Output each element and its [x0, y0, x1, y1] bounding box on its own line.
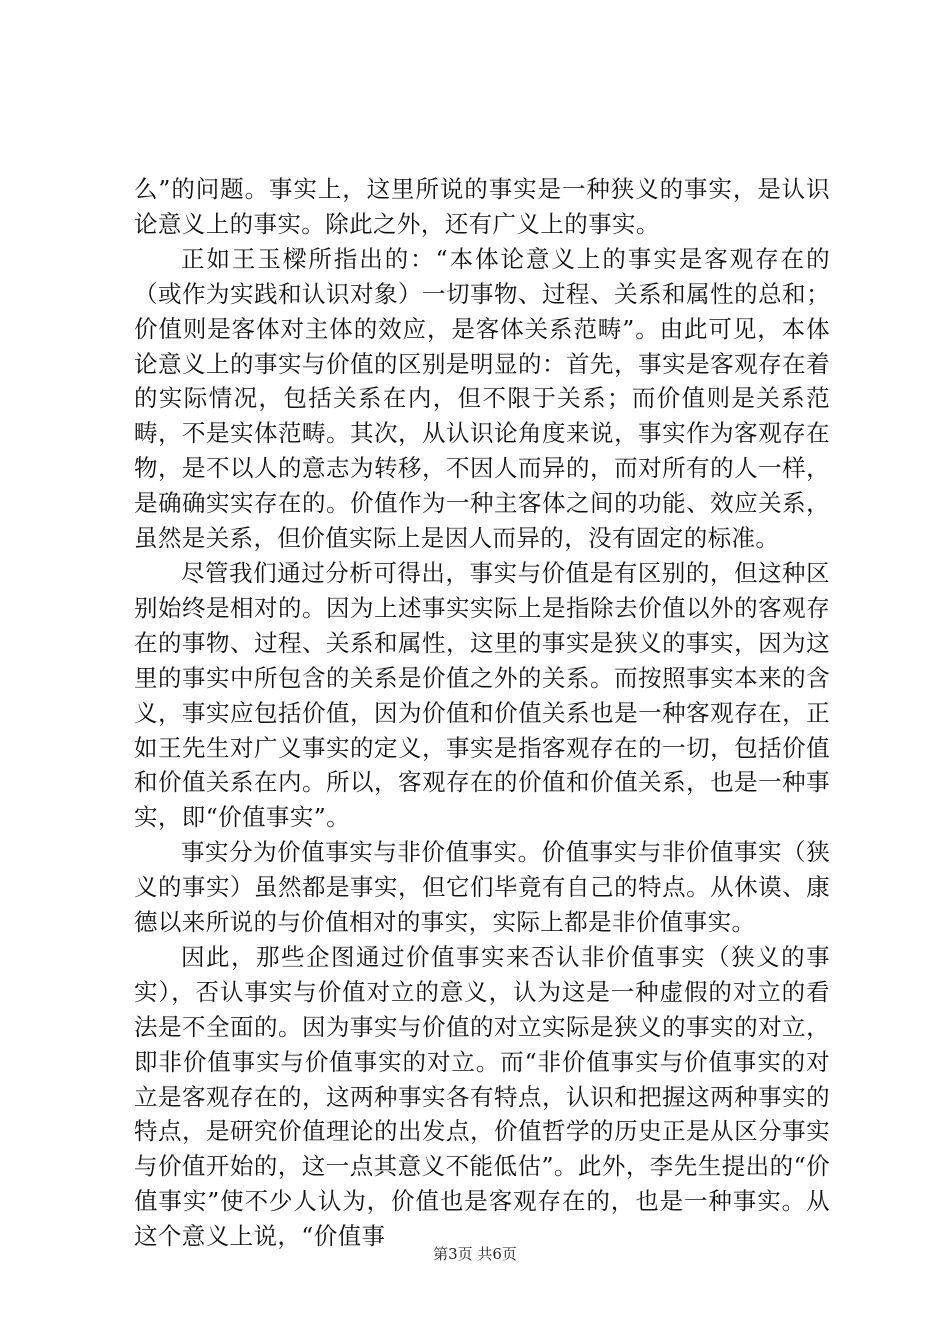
paragraph-fact-types: 事实分为价值事实与非价值事实。价值事实与非价值事实（狭义的事实）虽然都是事实，但它们毕竟有自己的特点。从休谟、康德以来所说的与价值相对的事实，实际上都是非价值事实。 [134, 838, 830, 937]
paragraph-conclusion: 因此，那些企图通过价值事实来否认非价值事实（狭义的事实），否认事实与价值对立的意义，认为这是一种虚假的对立的看法是不全面的。因为事实与价值的对立实际是狭义的事实的对立，即非价值事实与价值事实的对立。而“非价值事实与价值事实的对立是客观存在的，这两种事实各有特点，认识和把握这两种事实的特点，是研究价值理论的出发点，价值哲学的历史正是从区分事实与价值开始的，这一点其意义不能低估”。此外，李先生提出的“价值事实”使不少人认为，价值也是客观存在的，也是一种事实。从这个意义上说，“价值事 [134, 942, 830, 1251]
paragraph-ontology-fact-value: 正如王玉樑所指出的：“本体论意义上的事实是客观存在的（或作为实践和认识对象）一切事物、过程、关系和属性的总和；价值则是客体对主体的效应，是客体关系范畴”。由此可见，本体论意义上的事实与价值的区别是明显的：首先，事实是客观存在着的实际情况，包括关系在内，但不限于关系；而价值则是关系范畴，不是实体范畴。其次，从认识论角度来说，事实作为客观存在物，是不以人的意志为转移，不因人而异的，而对所有的人一样，是确确实实存在的。价值作为一种主客体之间的功能、效应关系，虽然是关系，但价值实际上是因人而异的，没有固定的标准。 [134, 244, 830, 553]
body-text [134, 172, 830, 1254]
paragraph-continued: 么”的问题。事实上，这里所说的事实是一种狭义的事实，是认识论意义上的事实。除此之外，还有广义上的事实。 [134, 175, 830, 238]
paragraph-relative-distinction: 尽管我们通过分析可得出，事实与价值是有区别的，但这种区别始终是相对的。因为上述事实实际上是指除去价值以外的客观存在的事物、过程、关系和属性，这里的事实是狭义的事实，因为这里的事实中所包含的关系是价值之外的关系。而按照事实本来的含义，事实应包括价值，因为价值和价值关系也是一种客观存在，正如王先生对广义事实的定义，事实是指客观存在的一切，包括价值和价值关系在内。所以，客观存在的价值和价值关系，也是一种事实，即“价值事实”。 [134, 558, 830, 832]
page-number-footer: 第3页 共6页 [433, 1245, 517, 1263]
